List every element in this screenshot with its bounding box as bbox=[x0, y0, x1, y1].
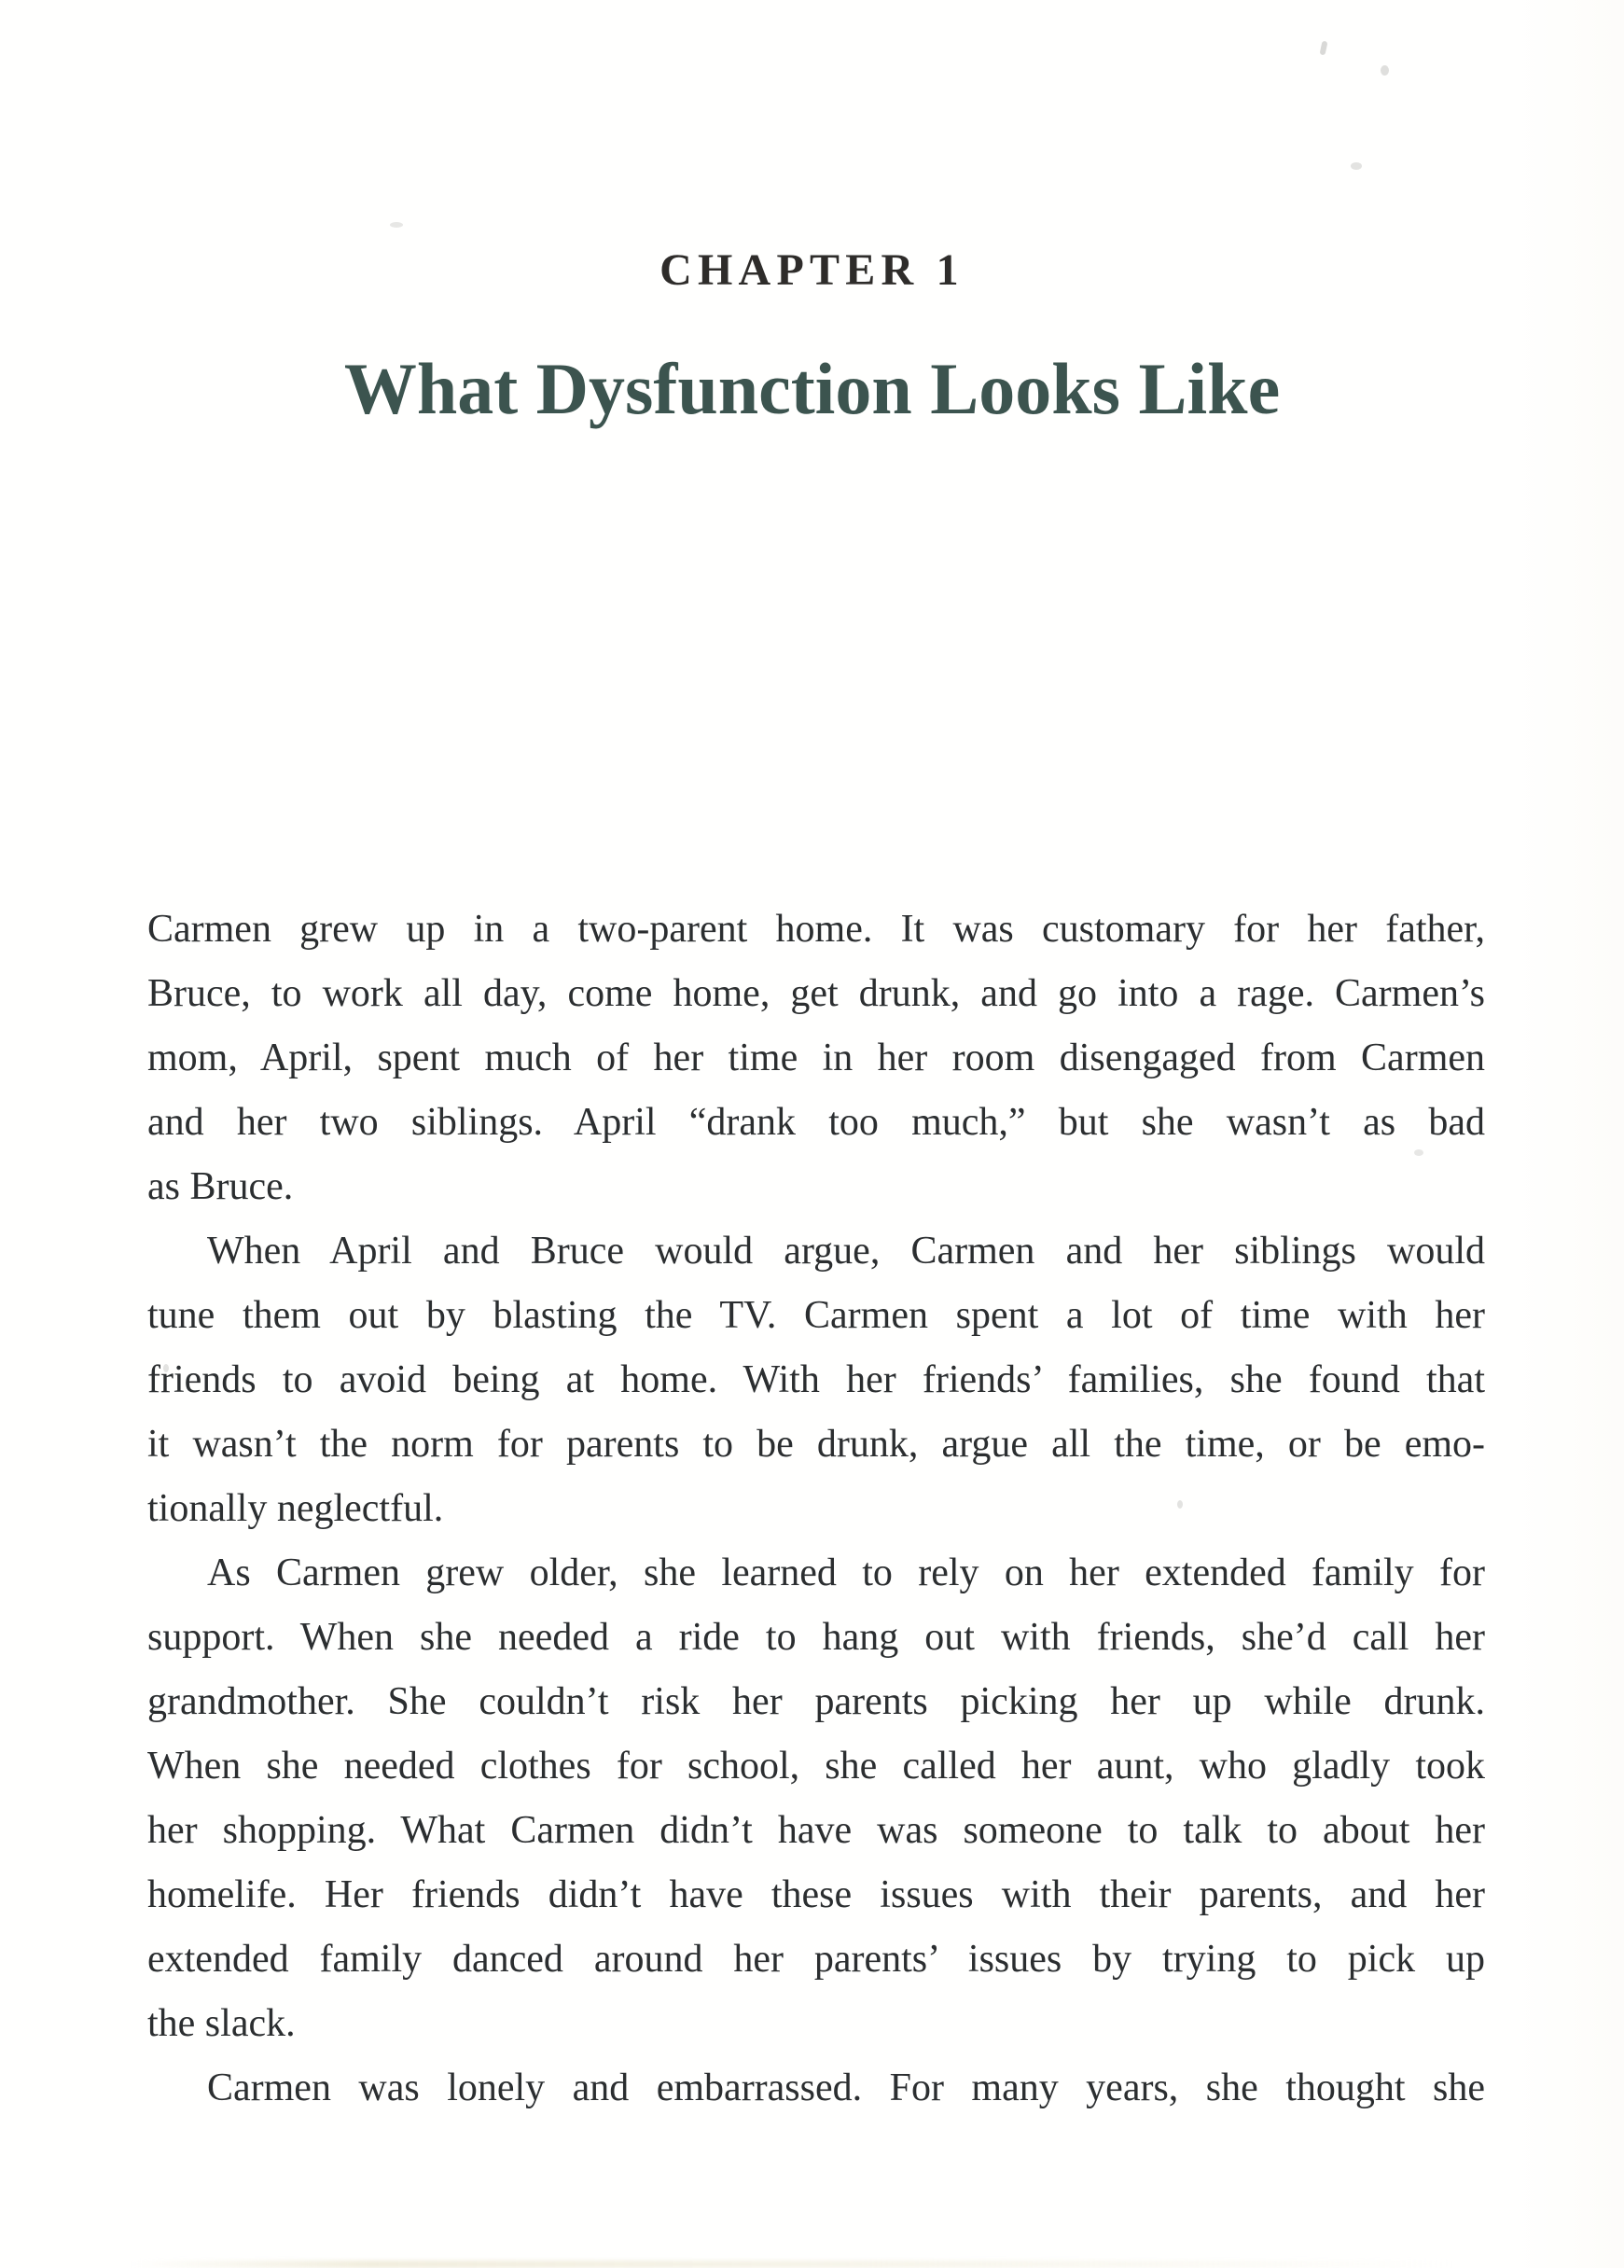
text-line: friends to avoid being at home. With her friends’ families, she found that bbox=[147, 1358, 1485, 1401]
scan-artifact bbox=[1177, 1500, 1183, 1509]
text-line: tune them out by blasting the TV. Carmen spent a lot of time with her bbox=[147, 1294, 1485, 1337]
scan-artifact bbox=[1351, 162, 1362, 170]
text-line: Carmen was lonely and embarrassed. For many years, she thought she bbox=[207, 2066, 1485, 2109]
scan-artifact bbox=[1320, 41, 1328, 56]
text-line: When she needed clothes for school, she called her aunt, who gladly took bbox=[147, 1745, 1485, 1788]
text-line: and her two siblings. April “drank too much,” but she wasn’t as bad bbox=[147, 1101, 1485, 1144]
paragraph bbox=[147, 1541, 1485, 2056]
text-line: Carmen grew up in a two-parent home. It was customary for her father, bbox=[147, 908, 1485, 951]
text-line: her shopping. What Carmen didn’t have was someone to talk to about her bbox=[147, 1809, 1485, 1852]
page-title: What Dysfunction Looks Like bbox=[343, 348, 1281, 429]
text-line: homelife. Her friends didn’t have these issues with their parents, and her bbox=[147, 1873, 1485, 1916]
scan-artifact bbox=[1381, 65, 1389, 76]
paragraph bbox=[147, 1219, 1485, 1541]
scan-artifact bbox=[163, 1364, 169, 1372]
scan-artifact bbox=[1414, 1149, 1423, 1156]
text-line: When April and Bruce would argue, Carmen and her siblings would bbox=[207, 1230, 1485, 1273]
scan-artifact bbox=[390, 222, 403, 228]
text-line: support. When she needed a ride to hang out with friends, she’d call her bbox=[147, 1616, 1485, 1659]
chapter-label: CHAPTER 1 bbox=[659, 245, 965, 295]
text-line: as Bruce. bbox=[147, 1165, 294, 1208]
paragraph bbox=[147, 2056, 1485, 2121]
paragraph bbox=[147, 897, 1485, 1219]
text-line: mom, April, spent much of her time in her room disengaged from Carmen bbox=[147, 1037, 1485, 1079]
text-line: tionally neglectful. bbox=[147, 1487, 444, 1530]
text-line: it wasn’t the norm for parents to be drunk, argue all the time, or be emo- bbox=[147, 1423, 1485, 1466]
text-line: extended family danced around her parents’ issues by trying to pick up bbox=[147, 1938, 1485, 1981]
text-line: grandmother. She couldn’t risk her parents picking her up while drunk. bbox=[147, 1680, 1485, 1723]
scan-shading bbox=[1512, 0, 1624, 2268]
text-line: Bruce, to work all day, come home, get drunk, and go into a rage. Carmen’s bbox=[147, 972, 1485, 1015]
scan-artifact-bottom-ghost bbox=[131, 2261, 1455, 2268]
text-line: the slack. bbox=[147, 2002, 296, 2045]
text-line: As Carmen grew older, she learned to rely on her extended family for bbox=[207, 1551, 1485, 1594]
body-text bbox=[147, 897, 1485, 2121]
